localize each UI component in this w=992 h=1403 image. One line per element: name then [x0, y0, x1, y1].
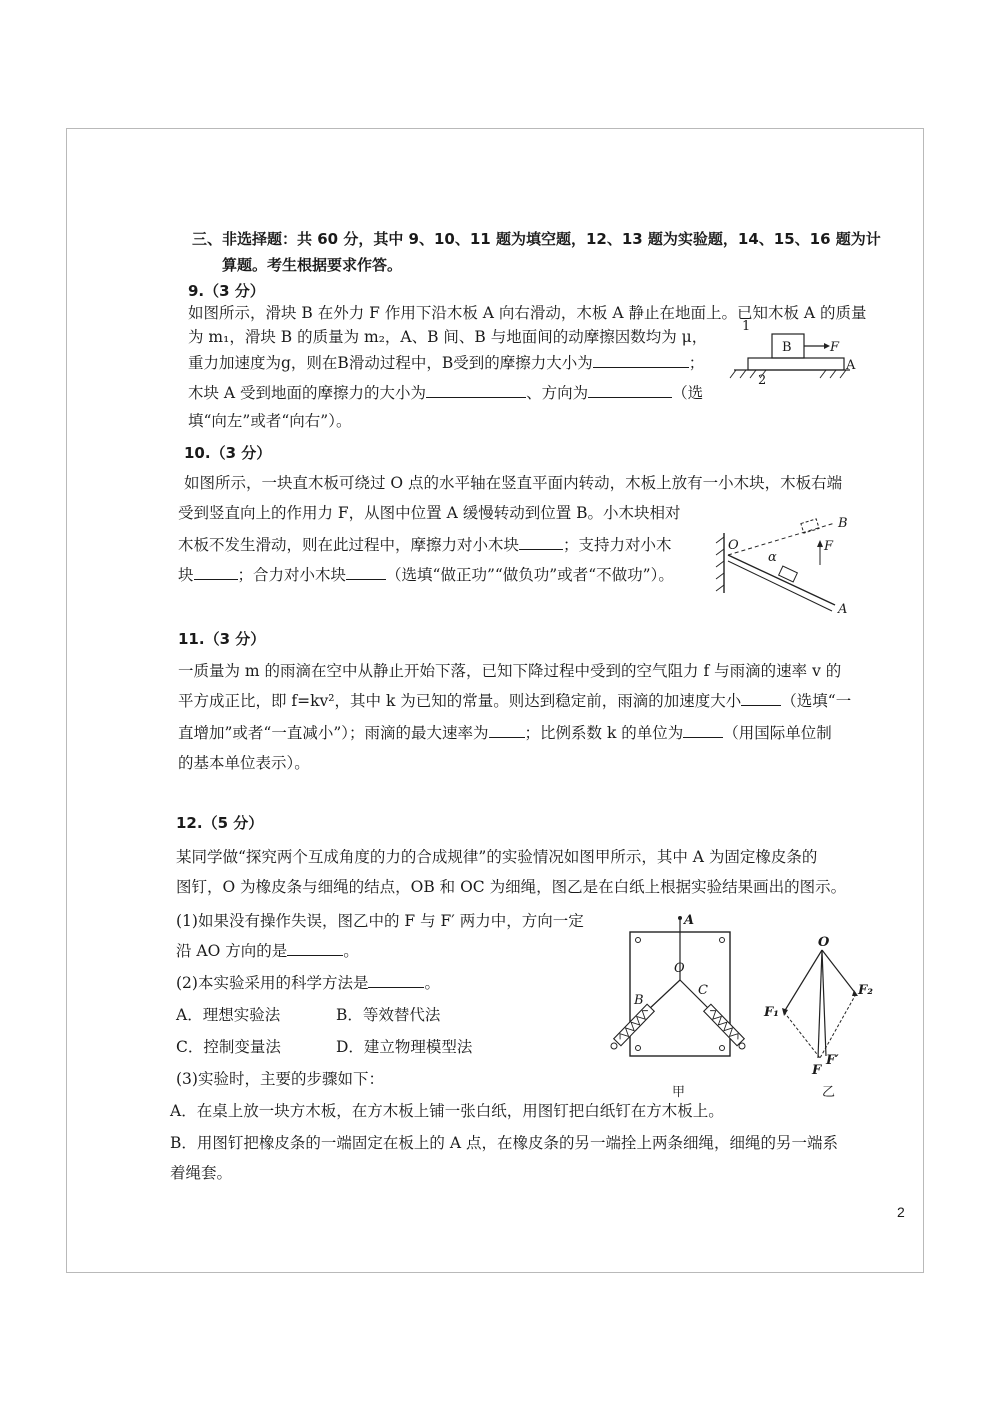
- q10-blank-2[interactable]: [194, 565, 238, 580]
- q10-label-b: B: [838, 516, 848, 531]
- q11-text-4: 的基本单位表示）。: [178, 754, 310, 772]
- q11-text-3: [178, 722, 832, 744]
- q10-header: 10.（3 分）: [184, 444, 272, 462]
- q10-figure: [710, 505, 860, 620]
- q12-part1-c: 。: [343, 942, 359, 960]
- yi-label-f2: F₂: [858, 983, 873, 998]
- q11-text-3a: 直增加”或者“一直减小”）；雨滴的最大速率为: [178, 724, 489, 742]
- q10-text-4a: 块: [178, 566, 194, 584]
- q11-text-2: [178, 690, 851, 712]
- jia-label-a: A: [684, 913, 695, 928]
- section-heading: 三、非选择题：共 60 分，其中 9、10、11 题为填空题，12、13 题为实验题，14、15、16 题为计: [192, 230, 881, 248]
- q10-text-4b: ；合力对小木块: [237, 566, 347, 584]
- q10-text-4c: （选填“做正功”“做负功”或者“不做功”）。: [386, 566, 674, 584]
- q12-blank-2[interactable]: [368, 973, 424, 988]
- q10-label-o: O: [728, 538, 739, 553]
- q11-blank-3[interactable]: [683, 723, 723, 738]
- q9-text-4b: 、方向为: [526, 384, 589, 402]
- section-heading-cont: 算题。考生根据要求作答。: [222, 256, 403, 274]
- q9-blank-2[interactable]: [426, 383, 526, 398]
- q11-text-2b: （选填“一: [781, 692, 852, 710]
- q12-part1-a: (1)如果没有操作失误，图乙中的 F 与 F′ 两力中，方向一定: [176, 912, 584, 930]
- q9-label-a: A: [846, 358, 856, 373]
- q11-blank-1[interactable]: [741, 691, 781, 706]
- yi-label-f: F: [812, 1063, 822, 1078]
- q10-text-1: 如图所示，一块直木板可绕过 O 点的水平轴在竖直平面内转动，木板上放有一小木块，木板右端: [184, 474, 843, 492]
- q12-step-a: A．在桌上放一块方木板，在方木板上铺一张白纸，用图钉把白纸钉在方木板上。: [170, 1102, 724, 1120]
- yi-caption: 乙: [822, 1085, 836, 1100]
- q9-text-5: 填“向左”或者“向右”）。: [188, 412, 352, 430]
- q12-step-b-1: B．用图钉把橡皮条的一端固定在板上的 A 点，在橡皮条的另一端拴上两条细绳，细绳的另一端系: [170, 1134, 838, 1152]
- q12-option-c[interactable]: C．控制变量法: [176, 1038, 281, 1056]
- yi-label-fprime: F′: [826, 1053, 839, 1068]
- q9-text-3b: ；: [688, 354, 705, 372]
- q11-blank-2[interactable]: [489, 723, 525, 738]
- q10-blank-1[interactable]: [519, 535, 563, 550]
- q10-label-alpha: α: [768, 550, 777, 565]
- q12-blank-1[interactable]: [287, 941, 343, 956]
- q11-text-2a: 平方成正比，即 f=kv²，其中 k 为已知的常量。则达到稳定前，雨滴的加速度大小: [178, 692, 742, 710]
- q11-text-1: 一质量为 m 的雨滴在空中从静止开始下落，已知下降过程中受到的空气阻力 f 与雨滴的速率 v 的: [178, 662, 842, 680]
- q9-blank-1[interactable]: [593, 353, 689, 368]
- yi-label-f1: F₁: [764, 1005, 779, 1020]
- q12-step-b-2: 着绳套。: [170, 1164, 233, 1182]
- q12-part2-text: (2)本实验采用的科学方法是: [176, 974, 369, 992]
- q9-text-4a: 木块 A 受到地面的摩擦力的大小为: [188, 384, 427, 402]
- q12-option-a[interactable]: A．理想实验法: [176, 1006, 281, 1024]
- q9-text-1: 如图所示，滑块 B 在外力 F 作用下沿木板 A 向右滑动，木板 A 静止在地面上。已知木板 A 的质量: [188, 304, 867, 322]
- q10-text-4: [178, 564, 674, 586]
- q12-part3: (3)实验时，主要的步骤如下：: [176, 1070, 384, 1088]
- q9-figure: [730, 318, 855, 388]
- q12-option-d[interactable]: D．建立物理模型法: [336, 1038, 473, 1056]
- q12-header: 12.（5 分）: [176, 814, 264, 832]
- q11-text-3b: ；比例系数 k 的单位为: [524, 724, 684, 742]
- jia-label-o: O: [674, 961, 685, 976]
- q12-text-2: 图钉，O 为橡皮条与细绳的结点，OB 和 OC 为细绳，图乙是在白纸上根据实验结果画出的图示。: [176, 878, 847, 896]
- q12-figure-jia: [608, 910, 748, 1100]
- q12-part1-b: [176, 940, 359, 962]
- q10-text-3b: ；支持力对小木: [563, 536, 672, 554]
- q11-text-3c: （用国际单位制: [723, 724, 832, 742]
- q10-blank-3[interactable]: [346, 565, 386, 580]
- yi-label-o: O: [818, 935, 830, 950]
- q12-figure-yi: [760, 930, 873, 1100]
- q9-label-f: F: [830, 340, 840, 355]
- q12-part1-b-text: 沿 AO 方向的是: [176, 942, 288, 960]
- jia-caption: 甲: [672, 1085, 686, 1100]
- q10-label-a: A: [838, 602, 848, 617]
- q9-label-m1: 1: [742, 319, 751, 334]
- q9-blank-3[interactable]: [588, 383, 672, 398]
- q10-text-3a: 木板不发生滑动，则在此过程中，摩擦力对小木块: [178, 536, 520, 554]
- jia-label-b: B: [634, 993, 644, 1008]
- q9-text-2: 为 m₁，滑块 B 的质量为 m₂，A、B 间、B 与地面间的动摩擦因数均为 μ，: [188, 328, 708, 346]
- q9-text-4c: （选: [672, 384, 704, 402]
- q9-text-3a: 重力加速度为g，则在B滑动过程中，B受到的摩擦力大小为: [188, 354, 593, 372]
- q10-label-f: F: [824, 539, 834, 554]
- q12-text-1: 某同学做“探究两个互成角度的力的合成规律”的实验情况如图甲所示，其中 A 为固定橡皮条的: [176, 848, 818, 866]
- q12-part2: [176, 972, 440, 994]
- q9-label-m2: 2: [758, 373, 767, 388]
- q9-text-3: [188, 352, 704, 374]
- q12-part2-end: 。: [424, 974, 440, 992]
- q12-option-b[interactable]: B．等效替代法: [336, 1006, 441, 1024]
- q9-header: 9.（3 分）: [188, 282, 265, 300]
- board-a: [748, 358, 844, 370]
- q11-header: 11.（3 分）: [178, 630, 266, 648]
- jia-label-c: C: [698, 983, 708, 998]
- q10-text-2: 受到竖直向上的作用力 F，从图中位置 A 缓慢转动到位置 B。小木块相对: [178, 504, 681, 522]
- q9-label-b: B: [782, 340, 792, 355]
- page-number: 2: [897, 1204, 905, 1220]
- q9-text-4: [188, 382, 703, 404]
- q10-text-3: [178, 534, 672, 556]
